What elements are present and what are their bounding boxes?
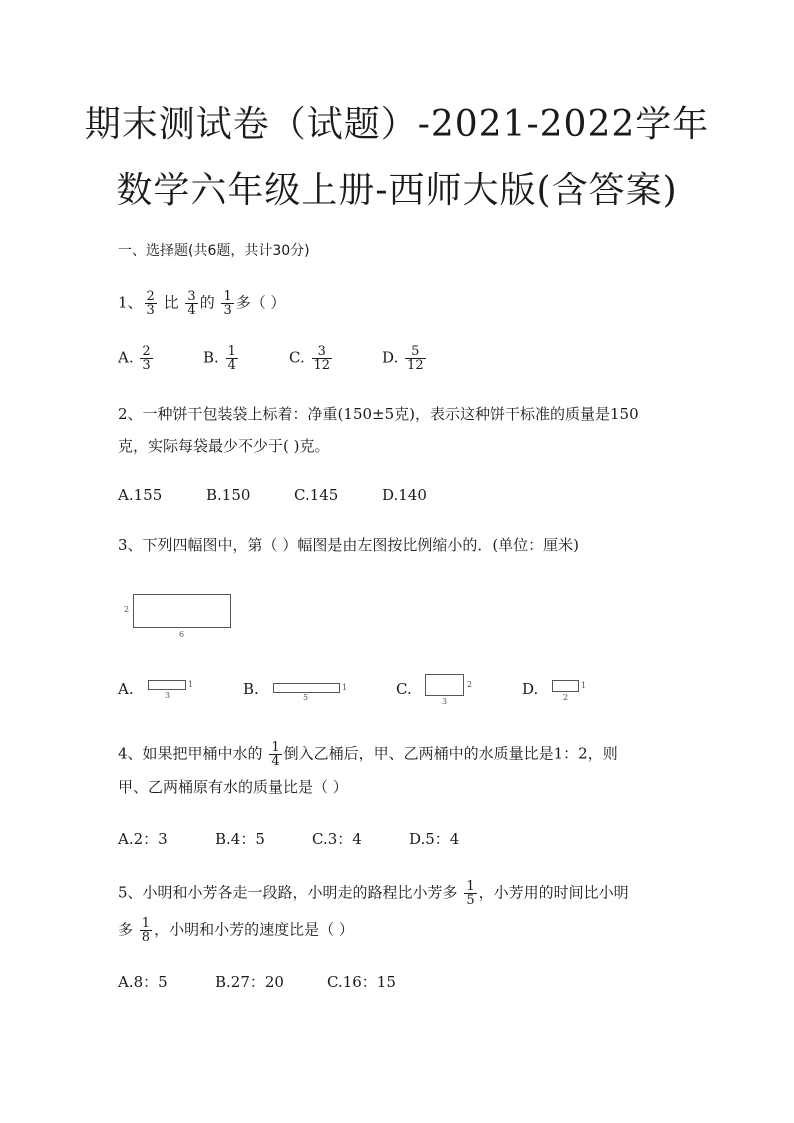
q1-option-b[interactable]: B. $\frac{1}{4}$	[203, 344, 236, 373]
q1-prefix: 1、	[118, 293, 143, 312]
question-1	[118, 290, 286, 317]
q2-line-1: 2、一种饼干包装袋上标着：净重(150±5克)，表示这种饼干标准的质量是150	[118, 405, 639, 423]
q5-fraction-2: $\frac{1}{8}$	[141, 916, 151, 945]
q5-fraction-1: $\frac{1}{5}$	[466, 879, 475, 908]
q3-option-a-rectangle[interactable]	[148, 680, 186, 690]
q3-option-d-rectangle[interactable]	[552, 680, 579, 692]
q4-option-b[interactable]: B.4：5	[215, 830, 265, 848]
main-height-label: 2	[124, 605, 130, 614]
q2-option-a[interactable]: A.155	[118, 486, 163, 504]
q3-option-a-label[interactable]: A.	[118, 680, 134, 698]
q1-text-1: 比	[163, 293, 179, 312]
page-title-line1: 期末测试卷（试题）-2021-2022学年	[84, 104, 710, 145]
q4-option-a[interactable]: A.2：3	[118, 830, 168, 848]
q2-option-d[interactable]: D.140	[382, 486, 427, 504]
q5-line-2: 多 $\frac{1}{8}$ ，小明和小芳的速度比是（ ）	[118, 916, 354, 945]
q1-option-c[interactable]: C. $\frac{3}{12}$	[289, 344, 331, 373]
q3-option-a-height: 1	[188, 680, 194, 689]
q5-line-1: 5、小明和小芳各走一段路，小明走的路程比小芳多 $\frac{1}{5}$ ，小芳用的时间比小明	[118, 879, 629, 908]
q3-option-b-label[interactable]: B.	[243, 680, 259, 698]
q3-option-d-width: 2	[563, 693, 569, 702]
q3-text: 3、下列四幅图中，第（ ）幅图是由左图按比例缩小的．(单位：厘米)	[118, 536, 580, 554]
q4-line-2: 甲、乙两桶原有水的质量比是（ ）	[118, 778, 348, 796]
q1-option-d[interactable]: D. $\frac{5}{12}$	[382, 344, 424, 373]
q3-option-b-rectangle[interactable]	[273, 683, 340, 693]
q1-text-3: 多（ ）	[235, 293, 286, 312]
q4-option-d[interactable]: D.5：4	[409, 830, 460, 848]
q2-option-c[interactable]: C.145	[294, 486, 339, 504]
q1-option-a[interactable]: A. $\frac{2}{3}$	[118, 344, 151, 373]
q1-text-2: 的	[199, 293, 215, 312]
q1-fraction-1: $\frac{2}{3}$	[146, 289, 155, 318]
q3-option-c-label[interactable]: C.	[396, 680, 412, 698]
page-title-line2: 数学六年级上册-西师大版(含答案)	[116, 170, 678, 211]
section-heading: 一、选择题(共6题，共计30分)	[118, 243, 310, 259]
q3-option-c-rectangle[interactable]	[425, 674, 464, 696]
main-rectangle	[133, 594, 231, 628]
q3-option-d-height: 1	[581, 681, 587, 690]
q4-line-1: 4、如果把甲桶中水的 $\frac{1}{4}$ 倒入乙桶后，甲、乙两桶中的水质量比是1：2，则	[118, 740, 618, 769]
q3-option-a-width: 3	[165, 691, 171, 700]
q3-option-c-width: 3	[442, 697, 448, 706]
q3-option-b-width: 5	[303, 693, 309, 702]
q3-option-b-height: 1	[342, 683, 348, 692]
main-width-label: 6	[179, 630, 185, 639]
q5-option-a[interactable]: A.8：5	[118, 973, 168, 991]
q5-option-c[interactable]: C.16：15	[327, 973, 396, 991]
q2-option-b[interactable]: B.150	[206, 486, 251, 504]
q3-option-c-height: 2	[467, 680, 473, 689]
q4-option-c[interactable]: C.3：4	[312, 830, 362, 848]
q1-fraction-2: $\frac{3}{4}$	[187, 289, 196, 318]
q1-fraction-3: $\frac{1}{3}$	[223, 289, 232, 318]
q4-fraction: $\frac{1}{4}$	[271, 740, 280, 769]
q3-option-d-label[interactable]: D.	[522, 680, 539, 698]
q5-option-b[interactable]: B.27：20	[215, 973, 284, 991]
q2-line-2: 克，实际每袋最少不少于( )克。	[118, 437, 330, 455]
